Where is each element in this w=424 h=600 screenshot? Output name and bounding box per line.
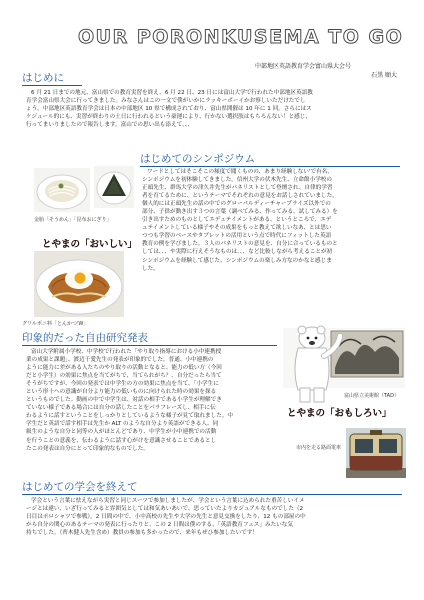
newsletter-title: OUR PORONKUSEMA TO GO (78, 26, 404, 48)
section-heading-conclusion: はじめての学会を終えて (22, 480, 402, 495)
text-line: 日目はポロシャツで参戦）。2 日間の中で、小中高校の先生や大学の先生と意見交換をしたり、12 もの部屋の中 (26, 514, 306, 521)
text-line: から自分の関心のあるテーマの発表に行ったりと、この 2 日間は僕のする、「英語教育フェス」みたいな気 (26, 522, 293, 529)
text-line: を行うことの意義を、伝わるように話す心がけを意識させることであるとし (26, 437, 217, 444)
text-line: 部分、子供が動き出す３つの言葉（調べてみる、作ってみる、試してみる）を (142, 209, 338, 216)
text-line: わるように話すということをしっかりとしているような様子が見て取れました。中 (26, 413, 233, 420)
tonkatsu-photo (34, 251, 124, 317)
text-line: シンポジウムを初体験してきました。信州大学の伏木先生、立命館小学校の (142, 177, 332, 184)
section-heading-symposium: はじめてのシンポジウム (140, 152, 400, 167)
text-line: しては、、、や実際に行えそうなものは、、、など比較しながら考えることが初 (142, 249, 333, 256)
tram-caption: 市内を走る路面電車 (296, 445, 342, 451)
noodles-caption: 金胎「そうめん」「昆布おにぎり」 (34, 217, 112, 223)
text-line: 業の成果と課題」、渡辺千愛先生の発表が印象的でした。普通、小中連携の (26, 357, 214, 364)
text-line: ケジュール的にも、実習が終わりの土日に行われるという豪運により、行かない選択肢はもちろんない！と感じ、 (26, 114, 311, 121)
text-line: というものでした。動画の中で中学生は、対話の相手である小学生が理解でき (26, 397, 222, 404)
text-line: 正頭先生、群馬大学の津久井先生がパネリストとして登壇され、自律的学習 (142, 185, 333, 192)
cutlet-caption: グリルポニ料「とんかつ'W」 (22, 321, 89, 327)
banner-oishii: とやまの「おいしい」 (42, 239, 138, 250)
text-line: つつも学習のベースやタブレットの活用という点で時代にフィットした英語 (142, 233, 332, 240)
section-body-research (26, 348, 276, 453)
text-line: ワードとしてはそこそこの頻度で聞くものの、あまり経験しない'で有名、 (147, 169, 333, 175)
text-line: たこの発表は自分にとって印象的なものでした。 (26, 445, 149, 452)
organization-label: 中部地区英語教育学会富山県大会号 (255, 63, 352, 70)
text-line: した。 (142, 265, 159, 272)
text-line: 6 月 21 日までの地元、富山県での教育実習を終え、6 月 22 日、23 日には富山大学で行われた中部地区英語教 (31, 90, 313, 96)
text-line: そうがちですが、今回の発表では中学生の方の効果に焦点を当て、「小学生に (26, 381, 219, 388)
section-body-intro (26, 89, 401, 129)
polar-bear-sculpture-photo (288, 322, 344, 412)
text-line: ていない様子である場合には自分の話したことをパラフレーズし、相手に伝 (26, 405, 216, 412)
text-line: 行ってまいりましたので報告します。富山での思い出も添えて、、、 (26, 122, 194, 129)
section-body-conclusion (26, 497, 401, 537)
text-line: という形十への意識が自分より能力の低いものに向けられた時の効果を探る (26, 389, 217, 396)
section-heading-research: 印象的だった自由研究発表 (22, 331, 277, 346)
text-line: 学会という言葉に怯えながら実習と同じスーツで参加しましたが、学会という言葉に込められた重苦しいイメ (31, 498, 305, 504)
text-line: シンポジウムを経験して感じた、シンポジウムの楽しみ方なのかなと感じま (142, 257, 332, 264)
text-line: 個人的には正頭先生の話の中でのグローバルディーチャープライズ以外での (142, 201, 331, 208)
bear-caption: 富山県立美術館（TAD） (344, 393, 399, 399)
byline (255, 62, 405, 80)
author-name: 石黒 順大 (371, 72, 397, 79)
text-line: 者を育てるために、というテーマでそれぞれの意見をお話しされていました。 (142, 193, 338, 200)
text-line: 富山大学附属小学校、中学校で行われた「やり取り指導における小中連携授 (31, 349, 222, 355)
text-line: 育学会富山県大会に行ってきました。みなさんはこの一文で僕がいかにラッキーボーイかお察しいただけたでし (26, 98, 306, 105)
text-line: ょう。中部地区英語教育学会は日本の中部地区 10 県で構成されており、富山県開催は 10 年に 1 回。さらにはス (26, 106, 312, 113)
text-line: 教育の例を学びました。３人のパネリストの意見を、自分に合っているものと (142, 241, 338, 248)
banner-omoshiroi: とやまの「おもしろい」 (287, 408, 392, 419)
text-line: 級生のような自分と同等の人がほとんどであり、中学生が小中連携での活動 (26, 429, 217, 436)
text-line: 持ちでした。（齊木健人先生含め）教員の参加も多かったので、来年もぜひ参加したいです！ (26, 530, 258, 537)
text-line: ュテイメントしている様子やその成果をもっと教えて欲しいなあ、とは思い (142, 225, 332, 232)
text-line: ージとは違い、いざ行ってみると雰囲気としては和気あいあいで、思っていたよりカジュアルなものでした（2 (26, 506, 304, 513)
section-body-symposium (142, 168, 398, 273)
tram-photo (346, 428, 406, 478)
text-line: だと小学生）の効果に焦点を当てがちで、当てられがち？、自分だったら当て (26, 373, 222, 380)
text-line: 引き出すためのものとしてエデュテイメントがある、というところで、エデ (142, 217, 332, 224)
somen-photo (34, 168, 90, 212)
text-line: ように能力に差がある人たちのやり取りの活動となると、能力の低い方（今回 (26, 365, 222, 372)
text-line: 学生だと英語で話す相手は先生か ALT のような自分より英語ができる人、同 (26, 421, 219, 428)
onigiri-photo (94, 166, 134, 208)
section-heading-intro: はじめに (22, 71, 82, 86)
